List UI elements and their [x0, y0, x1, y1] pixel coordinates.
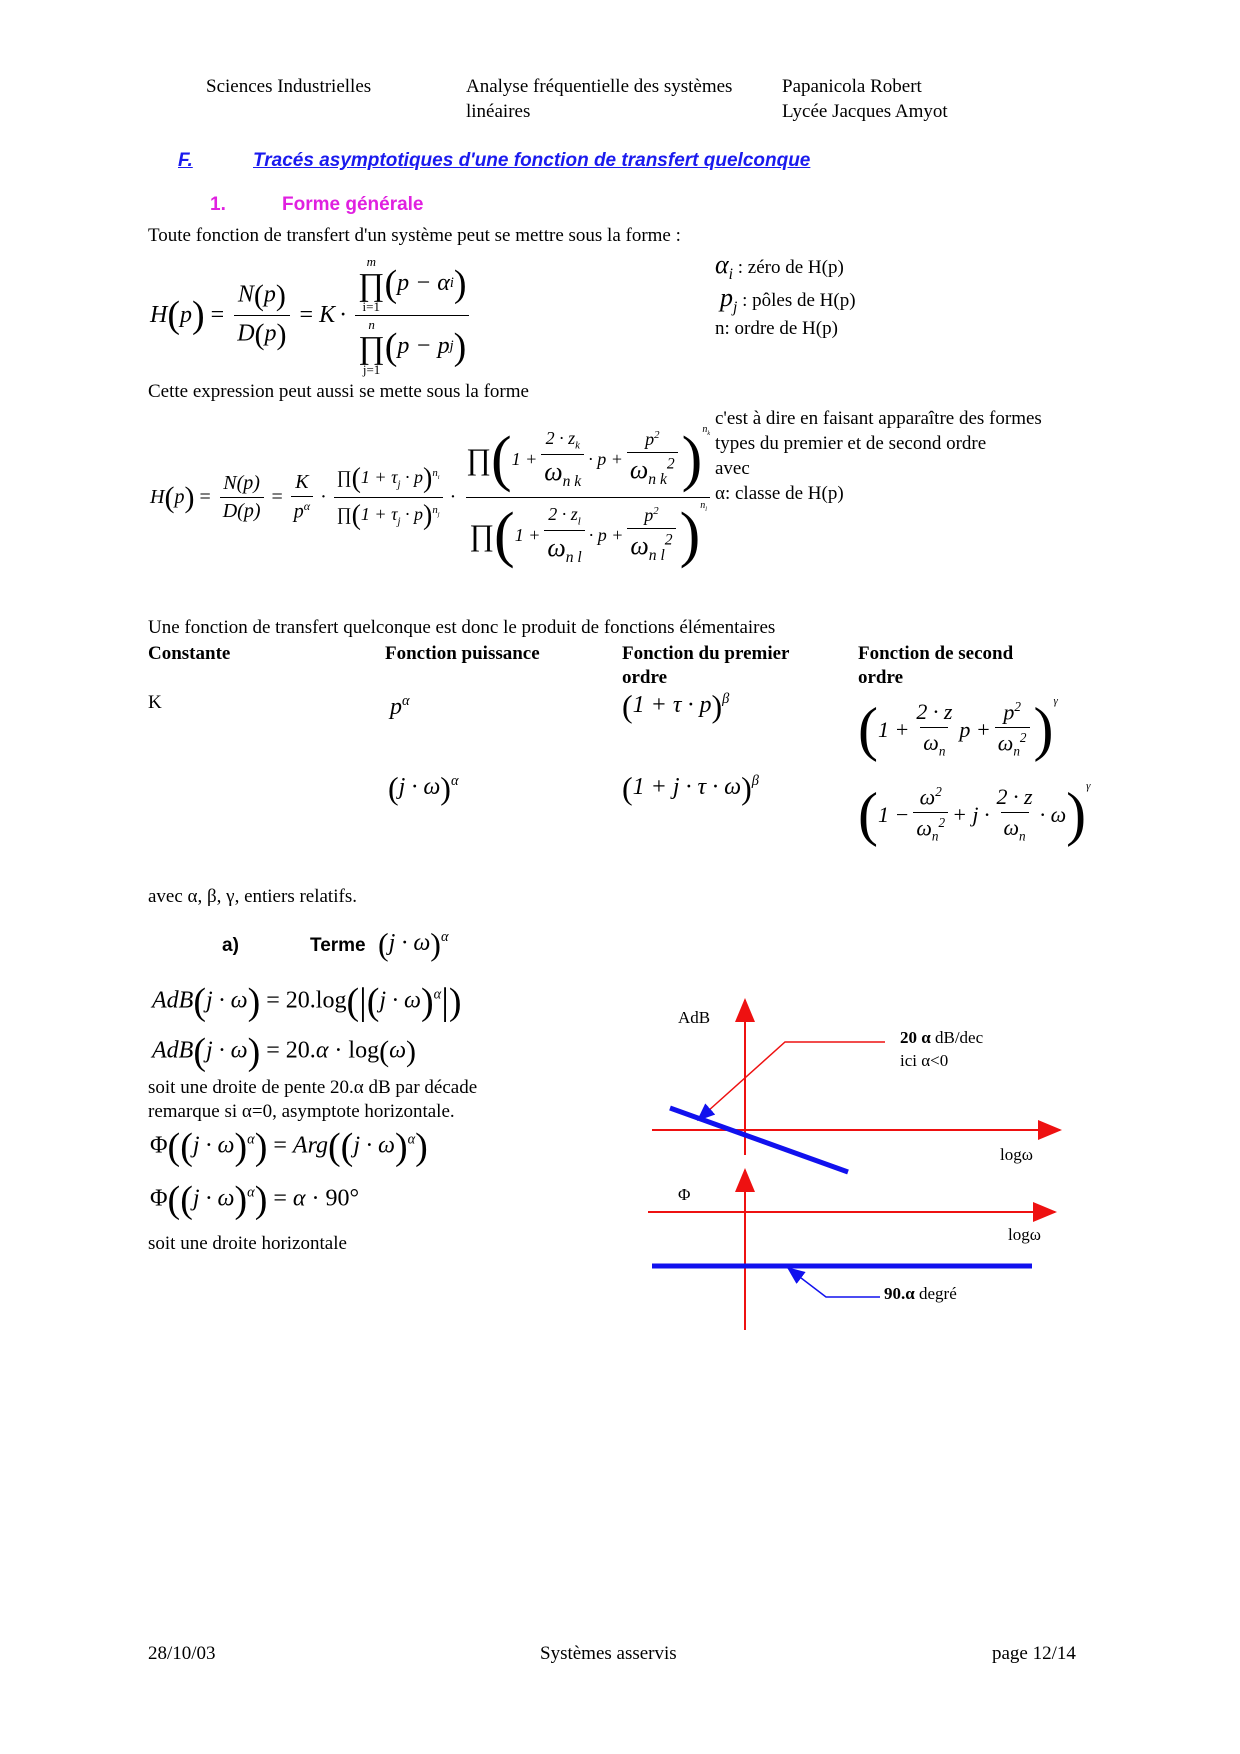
- footer-date: 28/10/03: [148, 1643, 216, 1664]
- second-order-p: ( 1 + $\frac{2 \cdot z}{\omega_n}$ p + $\frac{p^2}{\omega_n^2}$ ) $^\gamma$: [858, 695, 1058, 762]
- phase-pointer: [788, 1268, 880, 1297]
- phase-equation-2: $\Phi((j \cdot \omega)^\alpha) = \alpha \cdot 90^\circ$: [150, 1179, 360, 1221]
- col-first-order: Fonction du premier ordre: [622, 643, 790, 688]
- col-constant: Constante: [148, 643, 231, 664]
- footer-page: page 12/14: [992, 1643, 1076, 1664]
- subsub-term: $(j \cdot \omega)^\alpha$: [378, 926, 449, 962]
- subsub-title: Terme: [310, 935, 366, 956]
- form2-note-line1: c'est à dire en faisant apparaître des formes: [715, 408, 1042, 429]
- power-jw: $(j \cdot \omega)^\alpha$: [388, 770, 459, 806]
- horizontal-text: soit une droite horizontale: [148, 1233, 347, 1254]
- equation-factored-form: H ( p ) = $\frac{N(p)}{D(p)}$ = $\frac{K}{p^\alpha}$ · $\frac{\prod(1 + \tau_j \cdot p)^{n_i}}{\prod(1 + \tau_j \cdot p)^{n_j}}$ · ∏ ( 1 + $\frac{2 \cdot z_k}{\omega_{n k}}$ · p + $\frac{p^2}{\omega_{n k}^2}$ ) $^{n_k}$ ∏ ( 1 + $\frac{2 \cdot z_l}{\omega_{n l}}$ · p + $\frac{p^2}{\omega_{n l}^2}$ ) $^{n_l}$: [150, 424, 710, 569]
- gain-equation-1: $AdB(j \cdot \omega) = 20.\log(|(j \cdot \omega)^\alpha|)$: [152, 981, 462, 1023]
- gain-xlabel: logω: [1000, 1145, 1033, 1164]
- constant-value: K: [148, 692, 162, 713]
- integers-note: avec α, β, γ, entiers relatifs.: [148, 886, 357, 907]
- phase-value-label: 90.α degré: [884, 1284, 957, 1303]
- col-power: Fonction puissance: [385, 643, 540, 664]
- phase-equation-1: $\Phi((j \cdot \omega)^\alpha) = Arg((j \cdot \omega)^\alpha)$: [150, 1126, 428, 1168]
- second-order-jw: ( 1 − $\frac{\omega^2}{\omega_n^2}$ + j · $\frac{2 \cdot z}{\omega_n}$ · ω ) $^\gamma$: [858, 780, 1091, 847]
- legend-order: n: ordre de H(p): [715, 318, 838, 339]
- header-right-line2: Lycée Jacques Amyot: [782, 101, 948, 122]
- form2-intro: Cette expression peut aussi se mette sous la forme: [148, 381, 529, 402]
- gain-equation-2: AdB(j · ω) = 20.α · log(ω): [152, 1031, 417, 1073]
- legend-zero: $\alpha_i$ : zéro de H(p): [715, 250, 844, 284]
- first-order-jw: $(1 + j \cdot \tau \cdot \omega)^\beta$: [622, 770, 759, 806]
- gain-asymptote: [670, 1108, 848, 1172]
- product-intro: Une fonction de transfert quelconque est donc le produit de fonctions élémentaires: [148, 617, 776, 638]
- footer-center: Systèmes asservis: [540, 1643, 677, 1664]
- subsub-label: a): [222, 935, 239, 956]
- header-right-line1: Papanicola Robert: [782, 76, 922, 97]
- equation-general-form: H ( p ) = $\frac{N(p)}{D(p)}$ = K · m ∏ i=1 ( p − α i ) n ∏ j=1 ( p − p j ): [150, 250, 474, 380]
- header-center-line1: Analyse fréquentielle des systèmes: [466, 76, 733, 97]
- col-second-order: Fonction de second ordre: [858, 643, 1014, 688]
- form2-note-line2: types du premier et de second ordre: [715, 433, 987, 454]
- gain-slope-label: 20 α dB/dec: [900, 1028, 984, 1047]
- gain-ylabel: AdB: [678, 1008, 711, 1027]
- phase-ylabel: Φ: [678, 1185, 691, 1204]
- gain-slope-note: ici α<0: [900, 1051, 949, 1070]
- header-center-line2: linéaires: [466, 101, 531, 122]
- remark-text: remarque si α=0, asymptote horizontale.: [148, 1101, 455, 1122]
- legend-poles: $p_j$ : pôles de H(p): [720, 283, 856, 317]
- section-number: F.: [178, 150, 193, 171]
- intro-text: Toute fonction de transfert d'un système peut se mettre sous la forme :: [148, 225, 681, 246]
- phase-xlabel: logω: [1008, 1225, 1041, 1244]
- subsection-title: Forme générale: [282, 194, 424, 215]
- form2-note-line3: avec: [715, 458, 750, 479]
- power-p: $p^\alpha$: [390, 693, 410, 720]
- section-title: Tracés asymptotiques d'une fonction de transfert quelconque: [253, 150, 811, 171]
- subsection-number: 1.: [210, 194, 226, 215]
- form2-note-line4: α: classe de H(p): [715, 483, 844, 504]
- slope-text: soit une droite de pente 20.α dB par décade: [148, 1077, 478, 1098]
- slope-pointer: [698, 1042, 885, 1120]
- first-order-p: $(1 + \tau \cdot p)^\beta$: [622, 688, 730, 724]
- header-left: Sciences Industrielles: [206, 76, 372, 97]
